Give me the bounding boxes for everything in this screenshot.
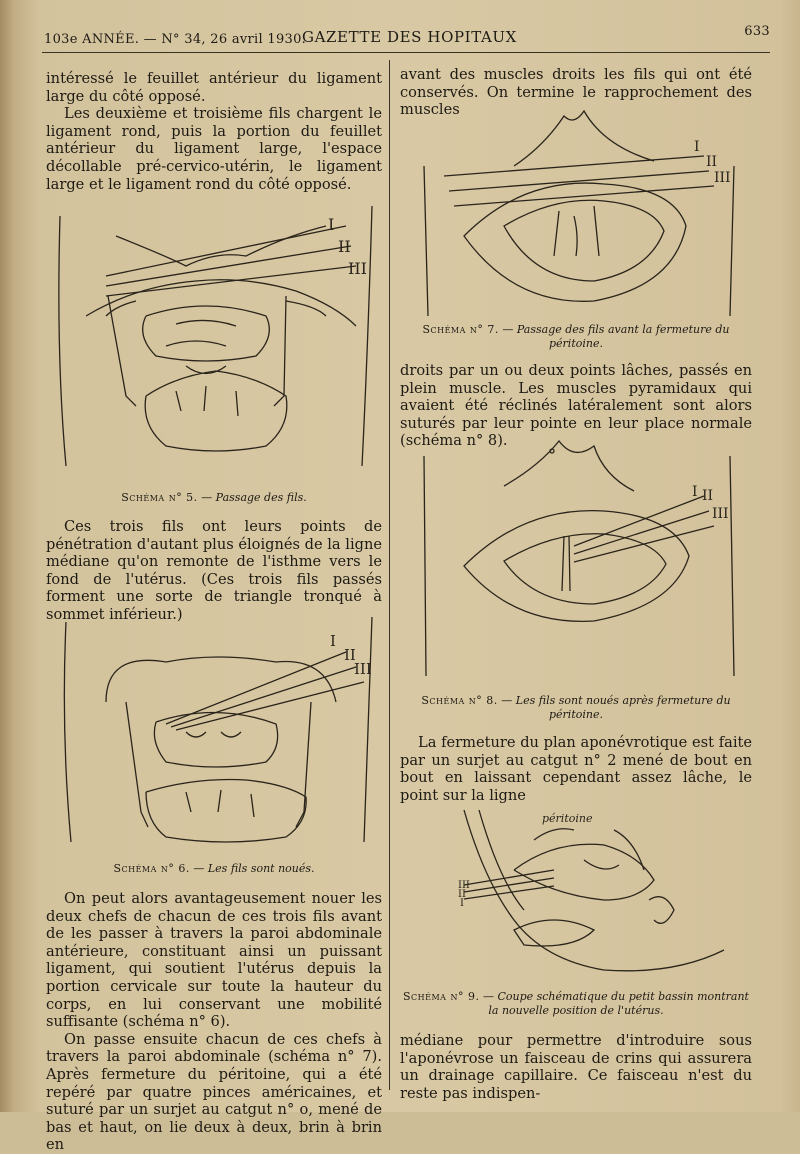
fig-label-roman-3: III — [354, 660, 372, 678]
caption-title: — Passage des fils. — [201, 491, 307, 504]
fig-label-roman-1: I — [330, 632, 336, 650]
fig-label-roman-2: II — [344, 646, 356, 664]
right-text-bottom — [400, 1032, 752, 1102]
journal-title: GAZETTE DES HOPITAUX — [302, 28, 517, 46]
fig-label-roman-1: I — [694, 139, 700, 155]
fig-label-roman-3: III — [712, 506, 729, 522]
paragraph: droits par un ou deux points lâches, passés en plein muscle. Les muscles pyramidaux qui avaient été réclinés latéralement sont alors suturés par leur pointe en leur place normale (schéma n° 8). — [400, 362, 752, 450]
fig-label-roman-3: III — [714, 170, 731, 186]
caption-label: Schéma n° 5. — [121, 491, 198, 504]
paragraph: Ces trois fils ont leurs points de pénétration d'autant plus éloignés de la ligne médiane qu'on remonte de l'isthme vers le fond de l'utérus. (Ces trois fils passés forment une sorte de triangle tronqué à sommet inférieur.) — [46, 518, 382, 623]
schema-6-caption — [46, 862, 382, 876]
fig-label-roman-2: II — [702, 488, 714, 504]
caption-label: Schéma n° 6. — [113, 862, 190, 875]
paragraph: médiane pour permettre d'introduire sous l'aponévrose un faisceau de crins qui assurera un drainage capillaire. Ce faisceau n'est du reste pas indispen- — [400, 1032, 752, 1102]
header-rule — [42, 52, 770, 53]
schema-6-figure — [46, 612, 382, 856]
paragraph: On passe ensuite chacun de ces chefs à travers la paroi abdominale (schéma n° 7). Après fermeture du péritoine, qui a été repéré par quatre pinces américaines, et suturé par un surjet au catgut n° o, mené de bas et haut, on lie deux à deux, brin à brin en — [46, 1030, 382, 1154]
caption-title: — Les fils sont noués. — [193, 862, 315, 875]
paragraph: Les deuxième et troisième fils chargent le ligament rond, puis la portion du feuillet antérieur du ligament large, l'espace décollable pré-cervico-utérin, le ligament large et le ligament rond du côté opposé. — [46, 105, 382, 193]
schema-5-figure — [46, 196, 382, 486]
fig-label-roman-1: I — [328, 215, 335, 234]
caption-label: Schéma n° 7. — [422, 323, 499, 336]
paragraph: La fermeture du plan aponévrotique est faite par un surjet au catgut n° 2 mené de bout en bout en laissant cependant assez lâche, le point sur la ligne — [400, 734, 752, 804]
schema-5-caption — [46, 491, 382, 505]
issue-info: 103e ANNÉE. — N° 34, 26 avril 1930. — [44, 32, 307, 47]
paragraph: avant des muscles droits les fils qui ont été conservés. On termine le rapprochement des muscles — [400, 66, 752, 119]
caption-label: Schéma n° 9. — [403, 990, 480, 1003]
caption-title: — Passage des fils avant la fermeture du péritoine. — [502, 323, 730, 350]
fig-label-roman-3: III — [348, 259, 367, 278]
schema-7-caption — [400, 323, 752, 351]
fig-label-peritoine: péritoine — [542, 812, 593, 825]
caption-label: Schéma n° 8. — [421, 694, 498, 707]
schema-9-caption — [400, 990, 752, 1018]
fig-label-roman-1: I — [692, 484, 698, 500]
schema-8-figure — [404, 436, 754, 690]
left-text-top — [46, 70, 382, 193]
fig-label-roman-1: I — [460, 898, 464, 909]
left-text-middle — [46, 518, 382, 624]
column-divider — [389, 60, 390, 1090]
caption-title: — Les fils sont noués après fermeture du péritoine. — [501, 694, 731, 721]
fig-label-roman-2: II — [706, 154, 718, 170]
fig-label-roman-3: III — [458, 880, 470, 891]
fig-label-roman-2: II — [338, 237, 351, 256]
schema-8-caption — [400, 694, 752, 722]
left-text-bottom — [46, 890, 382, 1154]
schema-7-figure — [404, 106, 754, 320]
paragraph: intéressé le feuillet antérieur du ligament large du côté opposé. — [46, 70, 382, 105]
fig-label-roman-2: II — [458, 889, 466, 900]
right-text-lower — [400, 734, 752, 804]
paragraph: On peut alors avantageusement nouer les deux chefs de chacun de ces trois fils avant de les passer à travers la paroi abdominale antérieure, constituant ainsi un puissant ligament, qui soutient l'utérus depuis la portion cervicale sur toute la hauteur du corps, en lui conservant une mobilité suffisante (schéma n° 6). — [46, 890, 382, 1031]
caption-title: — Coupe schématique du petit bassin montrant la nouvelle position de l'utérus. — [482, 990, 749, 1017]
schema-9-figure — [404, 800, 754, 986]
page-header — [40, 26, 770, 52]
page-number: 633 — [744, 24, 770, 39]
